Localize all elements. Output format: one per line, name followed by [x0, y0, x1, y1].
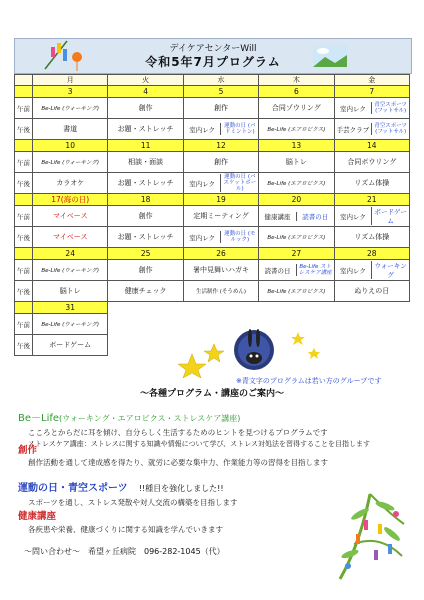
activity-cell — [33, 98, 108, 119]
program-name: 創作 — [138, 266, 153, 274]
program-name: 室内レク — [339, 212, 366, 221]
activity-cell — [334, 98, 409, 119]
time-slot-label: 午前 — [15, 98, 33, 119]
sports-tagline: !!種目を強化しました!! — [138, 484, 224, 493]
header-banner — [14, 38, 412, 74]
date-cell: 26 — [183, 248, 258, 260]
program-name: 創作 — [138, 212, 153, 220]
program-name: ボードゲーム — [49, 341, 92, 349]
activity-cell — [108, 173, 183, 194]
date-cell: 28 — [334, 248, 409, 260]
program-name: お題・ストレッチ — [117, 179, 174, 187]
corner-cell — [15, 75, 33, 86]
program-name: マイベース — [52, 212, 88, 220]
date-row — [15, 194, 410, 206]
blue-text-note — [236, 376, 381, 386]
activity-cell — [334, 173, 409, 194]
activity-row-pm — [15, 173, 410, 194]
time-slot-label: 午前 — [15, 314, 33, 335]
activity-cell — [33, 119, 108, 140]
time-slot-label: 午後 — [15, 119, 33, 140]
date-cell: 18 — [108, 194, 183, 206]
activity-cell — [108, 119, 183, 140]
program-name: ボードゲーム — [371, 207, 409, 225]
program-name: Be-Life ストレスケア講座 — [296, 264, 334, 276]
activity-cell — [183, 98, 258, 119]
time-slot-label: 午後 — [15, 227, 33, 248]
split-cell — [259, 260, 333, 280]
date-cell: 27 — [259, 248, 334, 260]
date-cell: 17(海の日) — [33, 194, 108, 206]
program-name: お題・ストレッチ — [117, 233, 174, 241]
activity-row-am — [15, 152, 410, 173]
time-slot-label: 午前 — [15, 206, 33, 227]
date-cell: 14 — [334, 140, 409, 152]
date-cell: 4 — [108, 86, 183, 98]
landscape-icon — [313, 45, 347, 67]
weekday-label: 金 — [334, 75, 409, 86]
program-name: Be-Life (ウォーキング) — [41, 322, 100, 328]
health-description: 各疾患や栄養、健康づくりに関する知識を学んでいきます — [28, 525, 223, 534]
program-name: 書道 — [63, 125, 78, 133]
date-cell: 31 — [33, 302, 108, 314]
activity-cell — [108, 260, 183, 281]
program-name: お題・ストレッチ — [117, 125, 174, 133]
program-calendar — [14, 74, 410, 356]
corner-cell — [15, 194, 33, 206]
date-row — [15, 302, 410, 314]
health-title: 健康講座 — [18, 511, 57, 522]
program-name: 合同ゾウリング — [271, 104, 321, 112]
activity-cell — [108, 314, 183, 335]
time-slot-label: 午前 — [15, 260, 33, 281]
program-name: 読書の日 — [264, 266, 291, 275]
date-cell: 10 — [33, 140, 108, 152]
activity-cell — [259, 227, 334, 248]
time-slot-label: 午後 — [15, 335, 33, 356]
corner-cell — [15, 140, 33, 152]
program-name: 青空スポーツ (フットサル) — [371, 123, 409, 135]
program-name: 青空スポーツ (フットサル) — [371, 102, 409, 114]
weekday-label: 火 — [108, 75, 183, 86]
activity-cell — [183, 173, 258, 194]
program-name: 相談・面談 — [128, 158, 164, 166]
date-cell — [108, 302, 183, 314]
contact-info: ～問い合わせ～ 希望ヶ丘病院 096-282-1045（代） — [24, 547, 225, 556]
activity-row-am — [15, 98, 410, 119]
program-name: 脳トレ — [285, 158, 307, 166]
activity-cell — [33, 206, 108, 227]
activity-cell — [183, 119, 258, 140]
activity-cell — [183, 260, 258, 281]
program-name: 室内レク — [189, 179, 216, 188]
date-cell: 3 — [33, 86, 108, 98]
activity-cell — [108, 335, 183, 356]
program-name: 室内レク — [189, 125, 216, 134]
activity-cell — [183, 227, 258, 248]
activity-cell — [33, 227, 108, 248]
creation-section — [18, 442, 414, 468]
activity-cell — [334, 281, 409, 302]
activity-cell — [259, 98, 334, 119]
program-name: 定期ミーティング — [193, 212, 249, 220]
activity-cell — [334, 206, 409, 227]
date-row — [15, 86, 410, 98]
belife-subtitle: (ウォーキング・エアロビクス・ストレスケア講座) — [59, 414, 241, 423]
program-name: Be-Life (ウォーキング) — [41, 106, 100, 112]
sports-title: 運動の日・青空スポーツ — [18, 483, 128, 494]
date-cell — [334, 302, 409, 314]
program-name: ぬりえの日 — [354, 287, 390, 295]
program-name: 合同ボウリング — [347, 158, 397, 166]
date-cell: 6 — [259, 86, 334, 98]
date-cell: 20 — [259, 194, 334, 206]
info-title: ～各種プログラム・講座のご案内～ — [140, 389, 284, 399]
activity-cell — [183, 152, 258, 173]
program-name: 運動の日 (モルック) — [220, 231, 258, 243]
weekday-label: 月 — [33, 75, 108, 86]
split-cell — [259, 206, 333, 226]
program-name: 運動の日 (バスケットボール) — [220, 174, 258, 192]
date-cell: 25 — [108, 248, 183, 260]
corner-cell — [15, 86, 33, 98]
activity-cell — [108, 152, 183, 173]
activity-row-am — [15, 206, 410, 227]
activity-cell — [259, 173, 334, 194]
corner-cell — [15, 302, 33, 314]
program-name: 創作 — [213, 104, 228, 112]
program-name: 運動の日 (バドミントン) — [220, 123, 258, 135]
date-cell: 5 — [183, 86, 258, 98]
time-slot-label: 午後 — [15, 173, 33, 194]
program-name: Be-Life (エアロビクス) — [267, 181, 326, 187]
weekday-header-row — [15, 75, 410, 86]
program-name: リズム体操 — [354, 179, 390, 187]
stresscare-description: ストレスケア講座：ストレスに関する知識や情報について学び、ストレス対処法を習得することを目指します — [28, 440, 370, 448]
program-name: 健康チェック — [124, 287, 167, 295]
split-cell — [335, 206, 409, 226]
activity-cell — [183, 281, 258, 302]
program-name: 脳トレ — [59, 287, 81, 295]
creation-description: 創作活動を通して達成感を得たり、就労に必要な集中力、作業能力等の習得を目指します — [28, 458, 328, 467]
program-name: 読書の日 — [296, 212, 334, 221]
program-name: Be-Life (エアロビクス) — [267, 127, 326, 133]
program-name: 室内レク — [189, 233, 216, 242]
activity-cell — [108, 98, 183, 119]
activity-cell — [259, 119, 334, 140]
date-cell — [183, 302, 258, 314]
split-cell — [335, 260, 409, 280]
split-cell — [184, 227, 258, 247]
split-cell — [335, 98, 409, 118]
activity-cell — [334, 227, 409, 248]
belife-description: こころとからだに耳を傾け、自分らしく生活するためのヒントを見つけるプログラムです — [28, 428, 328, 437]
time-slot-label: 午後 — [15, 281, 33, 302]
program-name: リズム体操 — [354, 233, 390, 241]
activity-cell — [259, 281, 334, 302]
activity-cell — [33, 260, 108, 281]
program-name: 創作 — [138, 104, 153, 112]
date-row — [15, 140, 410, 152]
date-cell: 13 — [259, 140, 334, 152]
note-text: ※青文字のプログラムは若い方のグループです — [236, 377, 382, 385]
program-name: マイベース — [52, 233, 88, 241]
split-cell — [335, 119, 409, 139]
date-row — [15, 248, 410, 260]
time-slot-label: 午前 — [15, 152, 33, 173]
activity-cell — [33, 152, 108, 173]
activity-cell — [334, 119, 409, 140]
sports-description: スポーツを通し、ストレス発散や対人交流の構築を目指します — [28, 498, 238, 507]
activity-cell — [33, 314, 108, 335]
program-name: カラオケ — [56, 179, 85, 187]
bamboo-illustration — [330, 484, 410, 584]
activity-row-pm — [15, 119, 410, 140]
program-name: 生活制作 (そうめん) — [195, 289, 246, 295]
health-section — [18, 508, 318, 535]
activity-cell — [259, 152, 334, 173]
program-name: 暑中見舞いハガキ — [192, 266, 249, 274]
creation-title: 創作 — [18, 445, 38, 456]
activity-cell — [334, 152, 409, 173]
date-cell: 7 — [334, 86, 409, 98]
date-cell: 24 — [33, 248, 108, 260]
program-name: 創作 — [213, 158, 228, 166]
program-name: 手芸クラブ — [336, 125, 370, 134]
program-name: Be-Life (ウォーキング) — [41, 268, 100, 274]
program-name: 室内レク — [339, 104, 366, 113]
activity-cell — [259, 206, 334, 227]
sports-section — [18, 476, 318, 508]
activity-cell — [33, 173, 108, 194]
weekday-label: 水 — [183, 75, 258, 86]
activity-cell — [108, 227, 183, 248]
activity-cell — [259, 260, 334, 281]
program-name: Be-Life (ウォーキング) — [41, 160, 100, 166]
program-name: 健康講座 — [264, 212, 291, 221]
activity-row-am — [15, 260, 410, 281]
split-cell — [184, 119, 258, 139]
activity-cell — [108, 281, 183, 302]
weekday-label: 木 — [259, 75, 334, 86]
date-cell: 12 — [183, 140, 258, 152]
date-cell: 11 — [108, 140, 183, 152]
belife-title: Be－Life — [18, 413, 60, 424]
activity-cell — [33, 281, 108, 302]
activity-cell — [108, 206, 183, 227]
header-subtitle: デイケアセンターWill — [169, 44, 257, 54]
moon-rabbit-illustration — [174, 318, 410, 378]
activity-row-pm — [15, 227, 410, 248]
program-name: Be-Life (エアロビクス) — [267, 235, 326, 241]
program-name: 室内レク — [339, 266, 366, 275]
split-cell — [184, 173, 258, 193]
date-cell — [259, 302, 334, 314]
activity-cell — [33, 335, 108, 356]
activity-cell — [334, 260, 409, 281]
activity-cell — [183, 206, 258, 227]
date-cell: 19 — [183, 194, 258, 206]
program-name: Be-Life (エアロビクス) — [267, 289, 326, 295]
header-title: 令和5年7月プログラム — [145, 55, 281, 69]
program-name: ウォーキング — [371, 261, 409, 279]
corner-cell — [15, 248, 33, 260]
date-cell: 21 — [334, 194, 409, 206]
activity-row-pm — [15, 281, 410, 302]
